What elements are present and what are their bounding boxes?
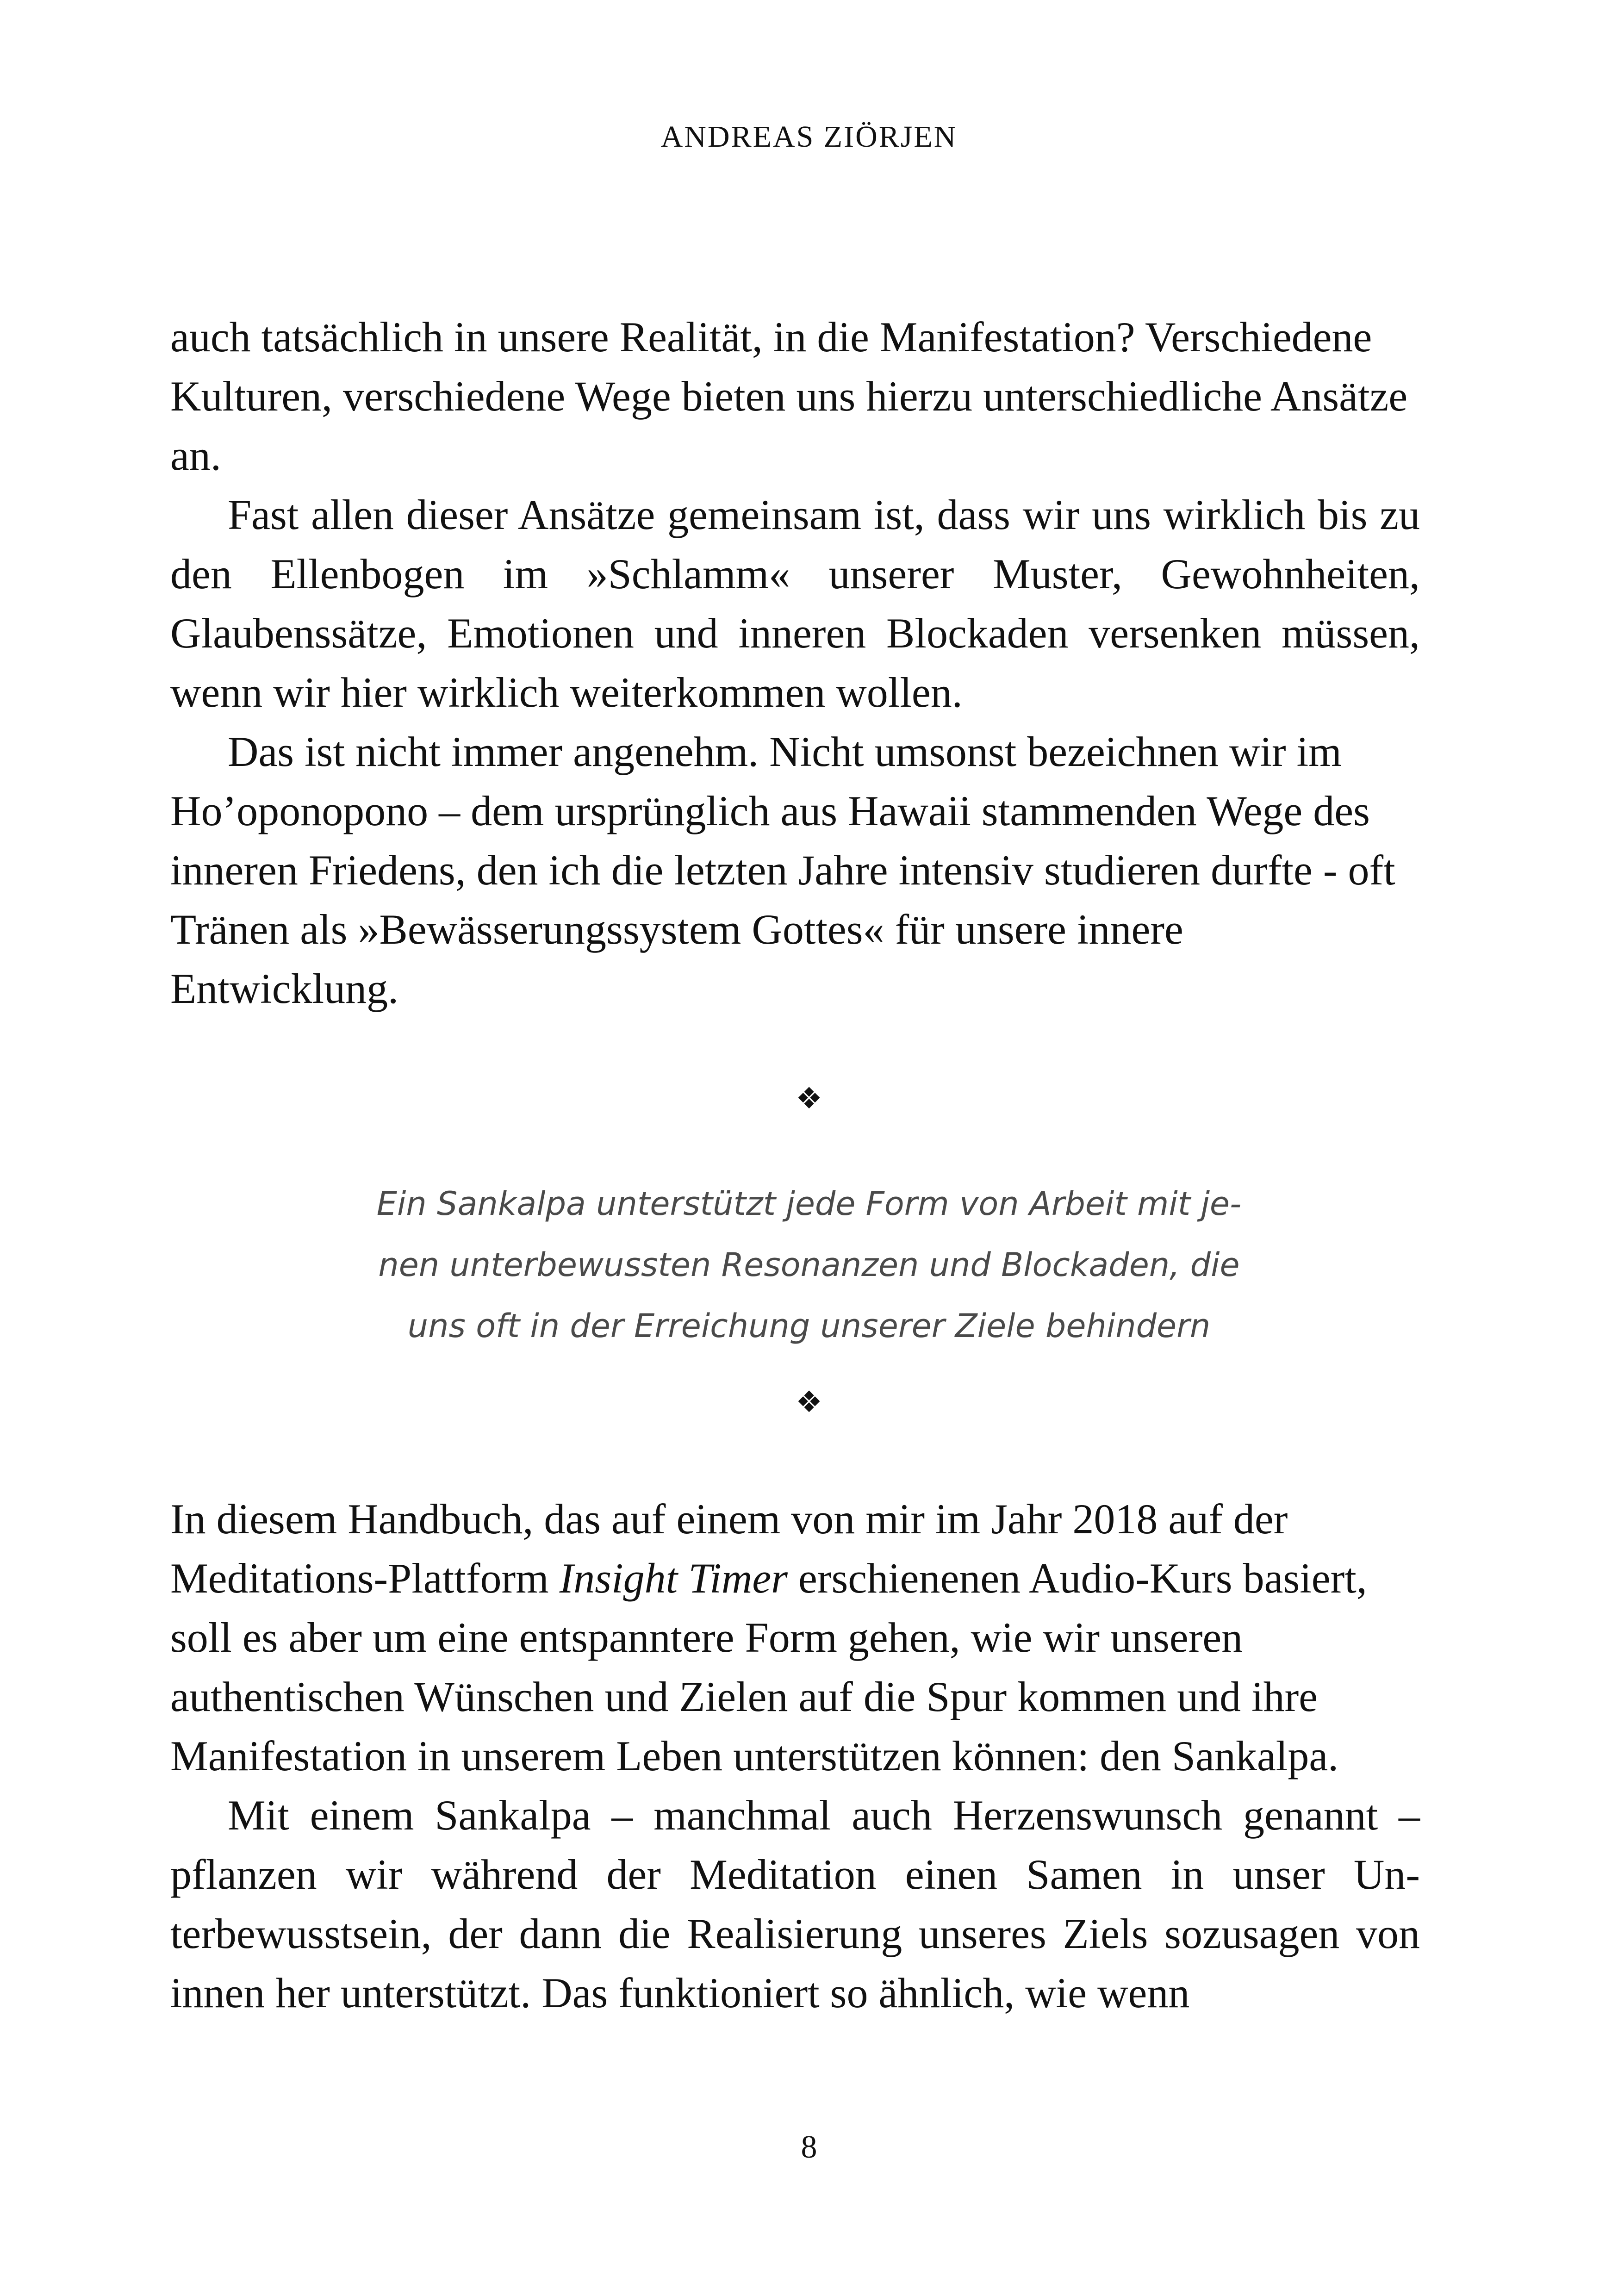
paragraph-sankalpa: Mit einem Sankalpa – manchmal auch Herzenswunsch genannt – pflanzen wir während der Meditation einen Samen in unser Unterbewusstsein, der dann die Realisierung unseres Ziels sozusagen von innen her unterstützt. Das funktioniert so ähnlich, wie wenn <box>170 1792 1420 2016</box>
body-text-section-1 <box>170 307 1420 1018</box>
pull-quote <box>324 1173 1294 1356</box>
ornament-divider-bottom: ❖ <box>796 1385 822 1419</box>
pull-quote-line: nen unterbewussten Resonanzen und Blockaden, die <box>378 1246 1240 1284</box>
platform-name-italic: Insight Timer <box>559 1555 788 1602</box>
paragraph-handbuch-end: erschienenen Audio-Kurs basiert, soll es aber um eine entspanntere Form gehen, wie wir unseren authentischen Wünschen und Zielen auf die Spur kommen und ihre Manifestation in unserem Leben unterstützen können: den Sankalpa. <box>170 1555 1367 1780</box>
paragraph-ansaetze: Fast allen dieser Ansätze gemeinsam ist, dass wir uns wirklich bis zu den Ellenbogen im »Schlamm« unserer Muster, Gewohnheiten, Glaubenssätze, Emotionen und inneren Blockaden versenken müssen, wenn wir hier wirklich weiterkommen wollen. <box>170 491 1420 716</box>
paragraph-continuation: auch tatsächlich in unsere Realität, in die Manifestation? Verschiedene Kulturen, verschiedene Wege bieten uns hierzu unterschiedliche Ansätze an. <box>170 313 1408 479</box>
paragraph-handbuch <box>170 1489 1420 1786</box>
running-header-author: ANDREAS ZIÖRJEN <box>660 120 958 154</box>
pull-quote-line: Ein Sankalpa unterstützt jede Form von Arbeit mit je- <box>376 1185 1242 1223</box>
pull-quote-line: uns oft in der Erreichung unserer Ziele behindern <box>407 1307 1211 1345</box>
body-text-section-2 <box>170 1489 1420 2022</box>
paragraph-handbuch-start: In diesem Handbuch, das auf einem von mir im Jahr 2018 auf der Meditations-Plattform <box>170 1495 1288 1602</box>
paragraph-hooponopono: Das ist nicht immer angenehm. Nicht umsonst bezeichnen wir im Ho’oponopono – dem ursprünglich aus Hawaii stammenden Wege des inneren Friedens, den ich die letzten Jahre intensiv studieren durfte - oft Tränen als »Bewässerungssystem Gottes« für unsere innere Entwicklung. <box>170 728 1395 1012</box>
ornament-divider-top: ❖ <box>796 1082 822 1116</box>
page-number: 8 <box>801 2129 817 2165</box>
